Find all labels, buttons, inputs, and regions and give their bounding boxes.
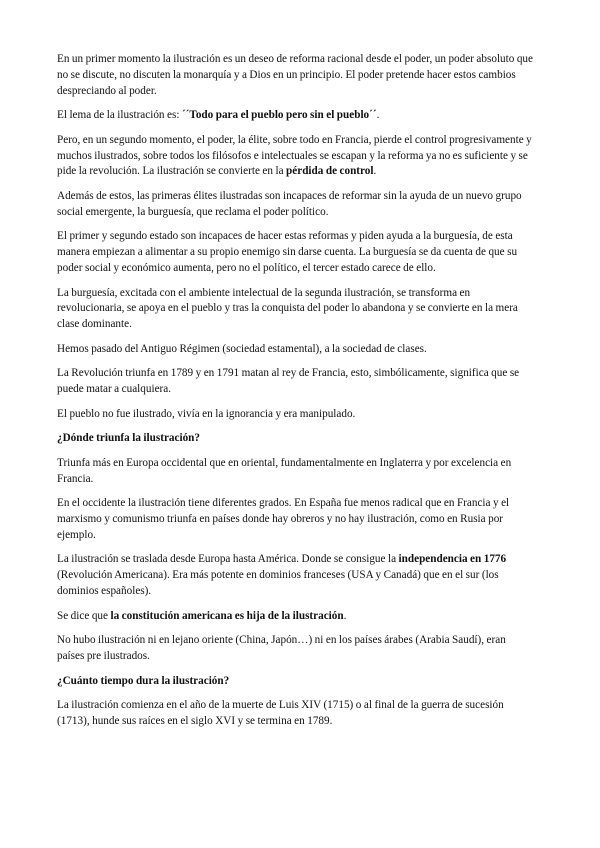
text-run: El pueblo no fue ilustrado, vivía en la ignorancia y era manipulado.	[57, 407, 356, 420]
document-page	[57, 52, 535, 739]
text-run: Pero, en un segundo momento, el poder, la élite, sobre todo en Francia, pierde el control progresivamente y muchos ilustrados, sobre todos los filósofos e intelectuales se escapan y la reforma ya no es suficiente y se pide la revolución. La ilustración se convierte en la	[57, 133, 532, 178]
body-paragraph	[57, 496, 535, 543]
body-paragraph	[57, 133, 535, 180]
bold-text: ¿Cuánto tiempo dura la ilustración?	[57, 674, 230, 687]
text-run: No hubo ilustración ni en lejano oriente (China, Japón…) ni en los países árabes (Arabia Saudí), eran países pre ilustrados.	[57, 634, 506, 663]
body-paragraph	[57, 366, 535, 398]
text-run: La burguesía, excitada con el ambiente intelectual de la segunda ilustración, se transforma en revolucionaria, se apoya en el pueblo y tras la conquista del poder lo abandona y se convierte en la mera clase dominante.	[57, 286, 518, 331]
text-run: .	[373, 165, 377, 178]
bold-text: la constitución americana es hija de la ilustración	[110, 609, 344, 622]
bold-text: independencia en 1776	[398, 553, 507, 566]
text-run: El primer y segundo estado son incapaces de hacer estas reformas y piden ayuda a la burguesía, de esta manera empiezan a alimentar a su propio enemigo sin darse cuenta. La burguesía se da cuenta de que su poder social y económico aumenta, pero no el político, el tercer estado carece de ello.	[57, 230, 518, 274]
body-paragraph	[57, 456, 535, 488]
body-paragraph	[57, 609, 535, 625]
text-run: .	[376, 109, 380, 122]
body-paragraph	[57, 286, 535, 333]
text-run: Triunfa más en Europa occidental que en oriental, fundamentalmente en Inglaterra y por excelencia en Francia.	[57, 456, 512, 485]
body-paragraph	[57, 189, 535, 221]
text-run: La ilustración comienza en el año de la muerte de Luis XIV (1715) o al final de la guerra de sucesión (1713), hunde sus raíces en el siglo XVI y se termina en 1789.	[57, 699, 504, 728]
text-run: En un primer momento la ilustración es un deseo de reforma racional desde el poder, un poder absoluto que no se discute, no discuten la monarquía y a Dios en un principio. El poder pretende hacer estos cambios despreciando al poder.	[57, 53, 533, 97]
text-run: (Revolución Americana). Era más potente en dominios franceses (USA y Canadá) que en el sur (los dominios españoles).	[57, 569, 499, 598]
text-run: Se dice que	[57, 609, 111, 622]
body-paragraph	[57, 52, 535, 99]
text-run: .	[343, 609, 347, 622]
bold-text: ´´Todo para el pueblo pero sin el pueblo´´	[181, 109, 377, 122]
body-paragraph	[57, 698, 535, 730]
body-paragraph	[57, 108, 535, 124]
text-run: Además de estos, las primeras élites ilustradas son incapaces de reformar sin la ayuda de un nuevo grupo social emergente, la burguesía, que reclama el poder político.	[57, 189, 522, 218]
body-paragraph	[57, 407, 535, 423]
text-run: En el occidente la ilustración tiene diferentes grados. En España fue menos radical que en Francia y el marxismo y comunismo triunfa en países donde hay obreros y no hay ilustración, como en Rusia por ejemplo.	[57, 497, 510, 541]
section-heading	[57, 674, 535, 690]
body-paragraph	[57, 633, 535, 665]
bold-text: pérdida de control	[286, 165, 374, 178]
body-paragraph	[57, 342, 535, 358]
text-run: La Revolución triunfa en 1789 y en 1791 matan al rey de Francia, esto, simbólicamente, significa que se puede matar a cualquiera.	[57, 367, 520, 396]
body-paragraph	[57, 229, 535, 276]
text-run: El lema de la ilustración es:	[57, 109, 182, 122]
section-heading	[57, 431, 535, 447]
text-run: La ilustración se traslada desde Europa hasta América. Donde se consigue la	[57, 553, 399, 566]
text-run: Hemos pasado del Antiguo Régimen (sociedad estamental), a la sociedad de clases.	[57, 342, 427, 355]
body-paragraph	[57, 552, 535, 599]
bold-text: ¿Dónde triunfa la ilustración?	[57, 432, 200, 445]
